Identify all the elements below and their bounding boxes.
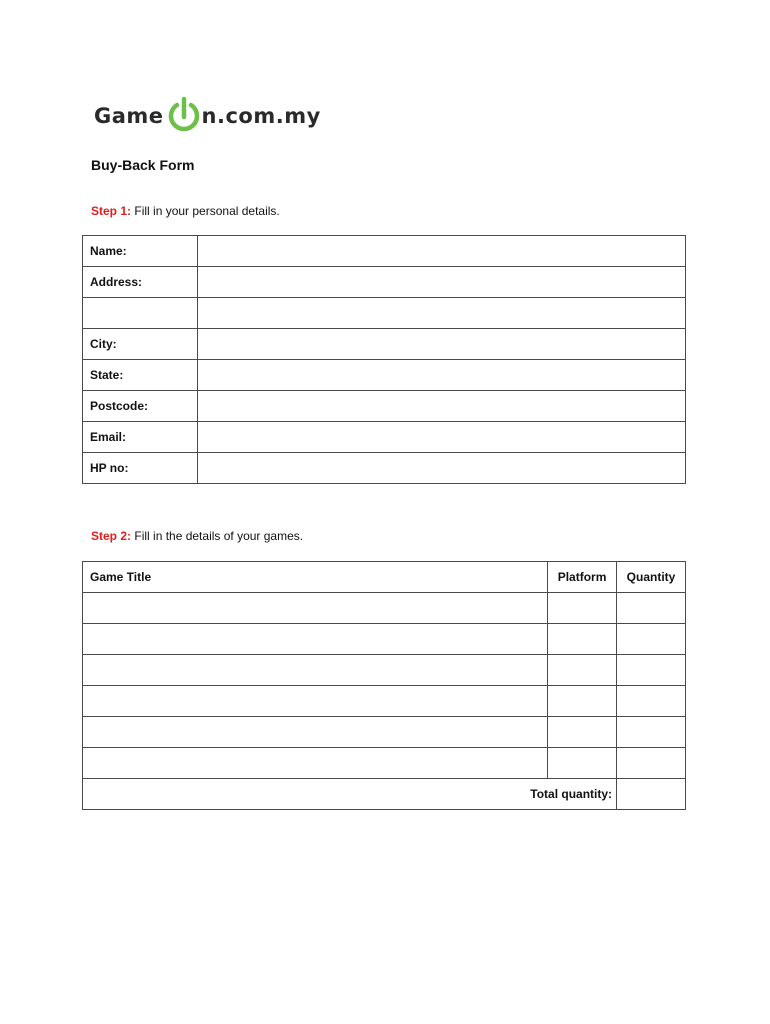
- field-label: Address:: [83, 267, 198, 298]
- step-2-text: Fill in the details of your games.: [134, 529, 304, 543]
- step-1-instruction: [91, 204, 280, 218]
- game-title-cell[interactable]: [83, 717, 548, 748]
- step-2-label: Step 2:: [91, 529, 132, 543]
- game-row: [83, 748, 686, 779]
- logo-text-right: n.com.my: [201, 104, 321, 128]
- personal-row: [83, 422, 686, 453]
- power-icon: [167, 96, 201, 136]
- quantity-cell[interactable]: [617, 655, 686, 686]
- field-input[interactable]: [198, 267, 686, 298]
- game-title-cell[interactable]: [83, 655, 548, 686]
- game-title-cell[interactable]: [83, 593, 548, 624]
- field-input[interactable]: [198, 391, 686, 422]
- field-input[interactable]: [198, 360, 686, 391]
- total-quantity-field[interactable]: [617, 779, 686, 810]
- field-input[interactable]: [198, 298, 686, 329]
- personal-row: [83, 298, 686, 329]
- personal-row: [83, 236, 686, 267]
- field-label: State:: [83, 360, 198, 391]
- personal-row: [83, 391, 686, 422]
- field-input[interactable]: [198, 453, 686, 484]
- quantity-cell[interactable]: [617, 748, 686, 779]
- platform-cell[interactable]: [548, 748, 617, 779]
- quantity-cell[interactable]: [617, 624, 686, 655]
- field-label: Postcode:: [83, 391, 198, 422]
- step-2-instruction: [91, 529, 303, 543]
- platform-cell[interactable]: [548, 717, 617, 748]
- games-header-row: [83, 562, 686, 593]
- field-input[interactable]: [198, 236, 686, 267]
- game-title-cell[interactable]: [83, 686, 548, 717]
- field-label: HP no:: [83, 453, 198, 484]
- step-1-text: Fill in your personal details.: [134, 204, 280, 218]
- game-row: [83, 717, 686, 748]
- header-game-title: Game Title: [83, 562, 548, 593]
- personal-row: [83, 329, 686, 360]
- game-row: [83, 686, 686, 717]
- field-label: City:: [83, 329, 198, 360]
- total-row: [83, 779, 686, 810]
- header-quantity: Quantity: [617, 562, 686, 593]
- game-row: [83, 624, 686, 655]
- quantity-cell[interactable]: [617, 717, 686, 748]
- personal-row: [83, 267, 686, 298]
- field-label: Name:: [83, 236, 198, 267]
- personal-row: [83, 453, 686, 484]
- total-quantity-label: Total quantity:: [83, 779, 617, 810]
- platform-cell[interactable]: [548, 624, 617, 655]
- header-platform: Platform: [548, 562, 617, 593]
- platform-cell[interactable]: [548, 593, 617, 624]
- field-input[interactable]: [198, 422, 686, 453]
- field-label: [83, 298, 198, 329]
- personal-details-table: [82, 235, 686, 484]
- game-title-cell[interactable]: [83, 624, 548, 655]
- game-row: [83, 655, 686, 686]
- field-input[interactable]: [198, 329, 686, 360]
- platform-cell[interactable]: [548, 655, 617, 686]
- logo-text-left: Game: [94, 104, 164, 128]
- quantity-cell[interactable]: [617, 686, 686, 717]
- step-1-label: Step 1:: [91, 204, 132, 218]
- form-title: Buy-Back Form: [91, 157, 195, 173]
- quantity-cell[interactable]: [617, 593, 686, 624]
- platform-cell[interactable]: [548, 686, 617, 717]
- gameon-logo: [94, 96, 321, 136]
- field-label: Email:: [83, 422, 198, 453]
- games-table: [82, 561, 686, 810]
- personal-row: [83, 360, 686, 391]
- game-row: [83, 593, 686, 624]
- game-title-cell[interactable]: [83, 748, 548, 779]
